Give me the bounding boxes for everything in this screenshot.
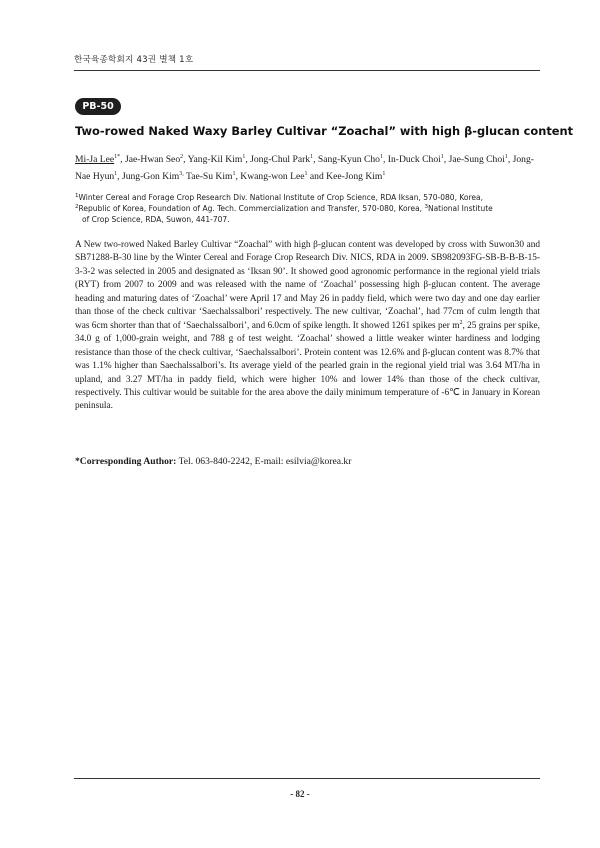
affiliation-sup: 2 bbox=[75, 204, 79, 210]
corresponding-author-contact: Tel. 063-840-2242, E-mail: esilvia@korea.kr bbox=[176, 456, 352, 467]
footer-rule bbox=[74, 778, 540, 779]
author-name: Jae-Sung Choi bbox=[448, 154, 505, 165]
affiliation-text: Winter Cereal and Forage Crop Research Div. National Institute of Crop Science, RDA Iksan, 570-080, Korea, bbox=[78, 193, 483, 202]
title-beta-symbol: β bbox=[464, 124, 473, 138]
paper-title bbox=[75, 124, 574, 138]
author-sup: 1 bbox=[382, 170, 386, 177]
abstract-superscript: 2 bbox=[459, 319, 463, 326]
author-sup: 1* bbox=[114, 154, 121, 160]
affiliation-line bbox=[75, 192, 545, 203]
author-sup: 1 bbox=[440, 154, 444, 160]
author-name: Kwang-won Lee bbox=[240, 170, 305, 182]
affiliation-text: Republic of Korea, Foundation of Ag. Tech. Commercialization and Transfer, 570-080, Korea, bbox=[78, 204, 423, 213]
author-name: Sang-Kyun Cho bbox=[317, 154, 380, 165]
author-sup: 1 bbox=[242, 154, 246, 160]
abstract-body bbox=[75, 239, 540, 414]
affiliation-line bbox=[75, 203, 545, 214]
title-end: -glucan content bbox=[472, 124, 574, 138]
author-list: Mi-Ja Lee$^{1*}$, Jae-Hwan Seo$^2$, Yang-Kil Kim$^1$, Jong-Chul Park$^1$, Sang-Kyun Cho$^1$, In-Duck Choi$^1$, Jae-Sung Choi$^1$, Jong-Nae Hyun$^1$, Jung-Gon Kim$^{3,}$ Tae-Su Kim$^1$, Kwang-won Lee$^1$ and Kee-Jong Kim$^1$ bbox=[75, 154, 534, 182]
author-sup: 1 bbox=[310, 154, 314, 160]
author-name: Kee-Jong Kim bbox=[326, 170, 383, 182]
abstract-text: A New two-rowed Naked Barley Cultivar “Zoachal” with high β-glucan content was developed by cross with Suwon30 and SB71288-B-30 line by the Winter Cereal and Forage Crop Research Div. NICS, RDA in 2009. SB982093FG-SB-B-B-B-15-3-3-2 was selected in 2005 and designated as ‘Iksan 90’. It showed good agronomic performance in the regional yield trials (RYT) from 2007 to 2009 and was released with the name of ‘Zoachal’ possessing high β-glucan content. The average heading and maturing dates of ‘Zoachal’ were April 17 and May 26 in paddy field, which were two day and one day earlier than those of the check cultivar ‘Saechalssalbori’ respectively. The new cultivar, ‘Zoachal’, had 77cm of culm length that was 6cm shorter than that of ‘Saechalssalbori’, and 6.0cm of spike length. It showed 1261 spikes per m bbox=[75, 240, 540, 331]
author-sup: 3, bbox=[179, 170, 184, 177]
author-name: Mi-Ja Lee bbox=[75, 154, 115, 165]
corresponding-author bbox=[75, 456, 540, 467]
page-number: - 82 - bbox=[290, 789, 310, 799]
header-rule bbox=[74, 70, 540, 71]
affiliation-sup: 1 bbox=[75, 193, 79, 199]
author-sup: 1 bbox=[379, 154, 383, 160]
author-name: Jung-Gon Kim bbox=[121, 170, 180, 182]
affiliation-line bbox=[75, 214, 545, 225]
author-sup: 1 bbox=[114, 170, 118, 177]
affiliation-text: of Crop Science, RDA, Suwon, 441-707. bbox=[82, 215, 230, 224]
author-name: Jae-Hwan Seo bbox=[124, 154, 181, 165]
abstract-id-badge: PB-50 bbox=[75, 98, 121, 115]
affiliation-text: National Institute bbox=[427, 204, 493, 213]
author-name: In-Duck Choi bbox=[387, 154, 441, 165]
author-name: Jong-Chul Park bbox=[250, 154, 311, 165]
author-name: Yang-Kil Kim bbox=[187, 154, 243, 165]
author-name: Tae-Su Kim bbox=[186, 170, 233, 182]
abstract-text: , 25 grains per spike, 34.0 g of 1,000-grain weight, and 788 g of test weight. ‘Zoachal’ showed a little weaker winter hardiness and lodging resistance than those of the check cultivar, ‘Saechalssalbori’. Protein content was 12.6% and β-glucan content was 8.7% that was 1.1% higher than Saechalssalbori’s. Its average yield of the pearled grain in the regional yield trial was 3.64 MT/ha in upland, and 3.27 MT/ha in paddy field, which were higher 10% and lower 14% than those of the check cultivar, respectively. This cultivar would be suitable for the area above the daily minimum temperature of -6℃ in January in Korean peninsula. bbox=[75, 320, 540, 412]
title-main: Two-rowed Naked Waxy Barley Cultivar “Zoachal” with high bbox=[75, 124, 465, 138]
running-head: 한국육종학회지 43권 별책 1호 bbox=[74, 55, 194, 65]
author-sup: 1 bbox=[504, 154, 508, 160]
affiliation-sup: 3 bbox=[424, 204, 428, 210]
author-name: Jong-Nae Hyun bbox=[75, 154, 534, 182]
corresponding-author-label: *Corresponding Author: bbox=[75, 456, 177, 467]
affiliations bbox=[75, 192, 545, 225]
author-conjunction: and bbox=[309, 170, 324, 182]
author-sup: 2 bbox=[180, 154, 184, 160]
author-sup: 1 bbox=[232, 170, 236, 177]
author-sup: 1 bbox=[304, 170, 308, 177]
